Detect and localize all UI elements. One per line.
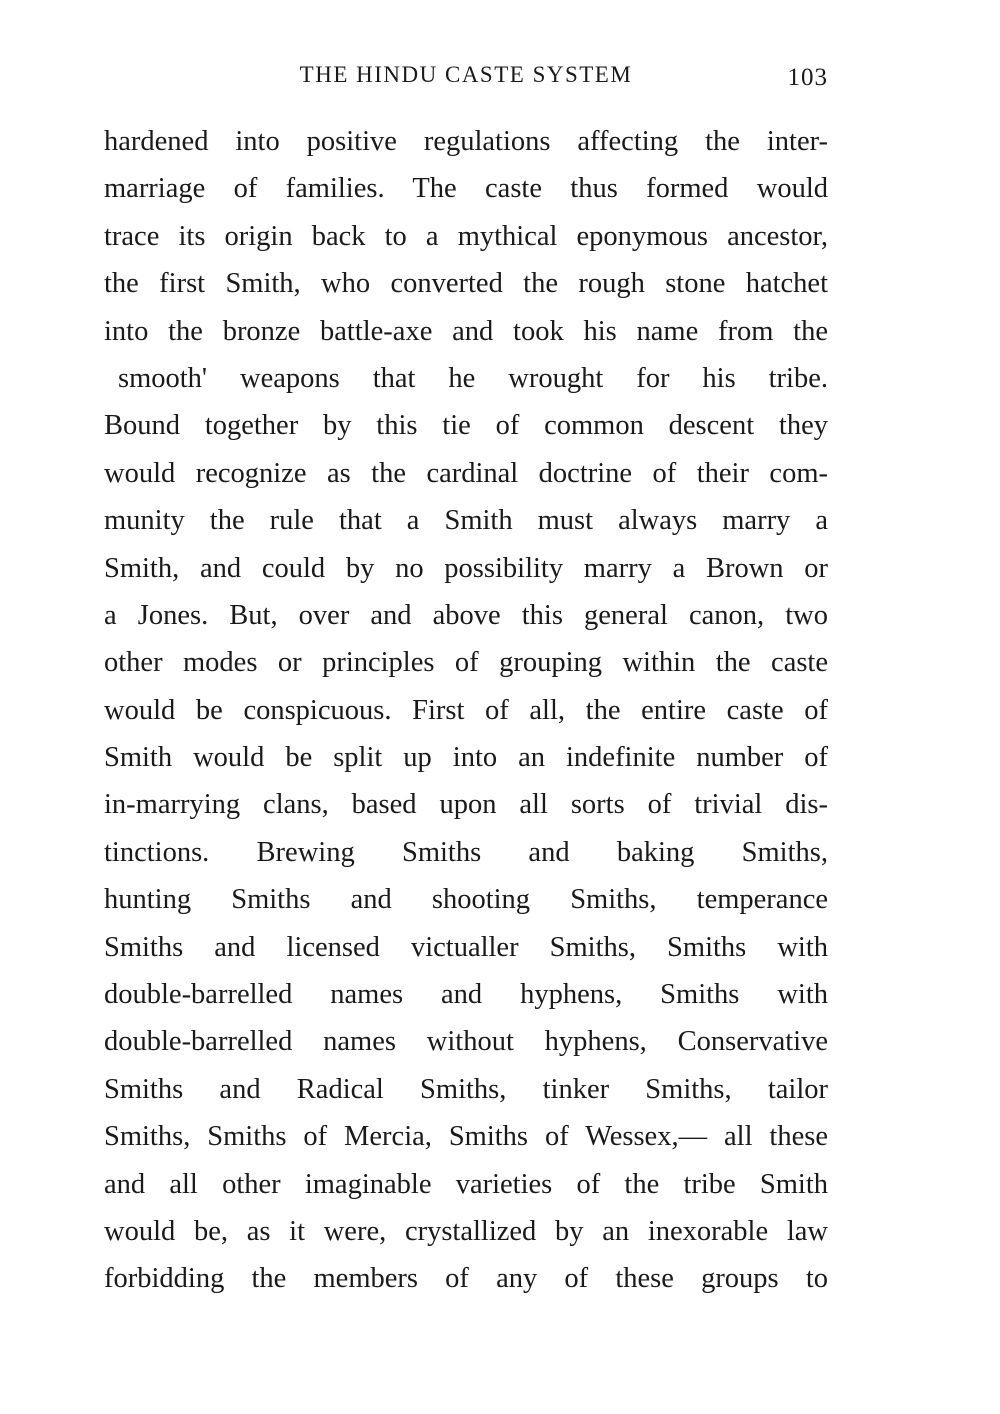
text-line: a Jones. But, over and above this general canon, two [104, 599, 828, 631]
text-line: would be conspicuous. First of all, the entire caste of [104, 694, 828, 726]
text-line: Smiths and Radical Smiths, tinker Smiths, tailor [104, 1073, 828, 1105]
text-line: Smiths, Smiths of Mercia, Smiths of Wessex,— all these [104, 1121, 828, 1153]
text-line: would be, as it were, crystallized by an inexorable law [104, 1215, 828, 1247]
text-line: Smith, and could by no possibility marry a Brown or [104, 552, 828, 584]
text-line: in-marrying clans, based upon all sorts of trivial dis- [104, 789, 828, 821]
running-title: THE HINDU CASTE SYSTEM [299, 62, 633, 87]
text-line: forbidding the members of any of these groups to [104, 1263, 828, 1295]
body-text [104, 118, 828, 1303]
text-line: hardened into positive regulations affecting the inter- [104, 126, 828, 157]
text-line: munity the rule that a Smith must always marry a [104, 505, 828, 537]
text-line: other modes or principles of grouping within the caste [104, 647, 828, 679]
text-line: tinctions. Brewing Smiths and baking Smiths, [104, 836, 828, 868]
text-line: Bound together by this tie of common descent they [104, 410, 828, 442]
text-line: smooth' weapons that he wrought for his tribe. [118, 362, 828, 394]
text-line: would recognize as the cardinal doctrine of their com- [104, 457, 828, 489]
text-line: double-barrelled names and hyphens, Smiths with [104, 979, 828, 1011]
page-number: 103 [787, 64, 828, 91]
text-line: hunting Smiths and shooting Smiths, temperance [104, 884, 828, 916]
text-line: into the bronze battle-axe and took his name from the [104, 315, 828, 347]
text-line: Smiths and licensed victualler Smiths, Smiths with [104, 931, 828, 963]
text-line: Smith would be split up into an indefinite number of [104, 742, 828, 774]
text-line: the first Smith, who converted the rough stone hatchet [104, 268, 828, 300]
text-line: double-barrelled names without hyphens, Conservative [104, 1026, 828, 1058]
text-line: trace its origin back to a mythical eponymous ancestor, [104, 220, 828, 252]
text-line: marriage of families. The caste thus formed would [104, 173, 828, 205]
text-line: and all other imaginable varieties of the tribe Smith [104, 1168, 828, 1200]
running-head [104, 58, 828, 98]
